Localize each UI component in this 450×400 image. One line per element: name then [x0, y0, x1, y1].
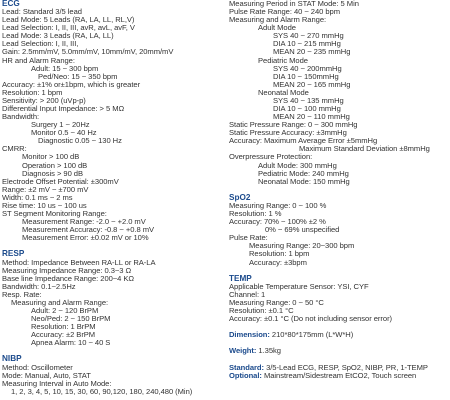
spec-line: Measuring Interval in Auto Mode:: [2, 378, 112, 388]
spec-line: Lead: Standard 3/5 lead: [2, 7, 82, 17]
right-column: [229, 0, 449, 380]
spec-line: Apnea Alarm: 10 ~ 40 S: [31, 338, 111, 348]
spec-line: Measuring Range: 20~300 bpm: [249, 241, 355, 251]
spec-line: Applicable Temperature Sensor: YSI, CYF: [229, 281, 369, 291]
temp-spec-list: [229, 283, 449, 323]
spec-line: Accuracy: Maximum Average Error ±5mmHg: [229, 136, 378, 146]
weight-value: 1.35kg: [258, 346, 281, 356]
spec-line: SYS 40 ~ 135 mmHg: [273, 95, 344, 105]
spec-line: Maximum Standard Deviation ±8mmHg: [299, 144, 430, 154]
spec-line: Neo/Ped: 2 ~ 150 BrPM: [31, 314, 111, 324]
spec-line: Differential Input Impedance: > 5 MΩ: [2, 104, 125, 114]
spec-line: Measuring Impedance Range: 0.3~3 Ω: [2, 265, 132, 275]
spec-line: ST Segment Monitoring Range:: [2, 209, 107, 219]
spec-line: MEAN 20 ~ 235 mmHg: [273, 47, 351, 57]
spec-line: Lead Selection: I, II, III,: [2, 39, 79, 49]
dimension-label: Dimension:: [229, 330, 270, 340]
spec-line: DIA 10 ~ 100 mmHg: [273, 104, 341, 114]
nibp-heading: NIBP: [2, 354, 22, 364]
spec-line: Resolution: 1 bpm: [2, 87, 63, 97]
standard-value: 3/5-Lead ECG, RESP, SpO2, NIBP, PR, 1-TEMP: [266, 362, 428, 372]
spec-line: Method: Impedance Between RA-LL or RA-LA: [2, 257, 156, 267]
spec-line: Neonatal Mode: [258, 87, 309, 97]
spec-line: Gain: 2.5mm/mV, 5.0mm/mV, 10mm/mV, 20mm/mV: [2, 47, 174, 57]
spec-line: Monitor > 100 dB: [22, 152, 80, 162]
spec-line: Adult: 15 ~ 300 bpm: [31, 63, 99, 73]
spec-line: Base line Impedance Range: 200~4 KΩ: [2, 273, 135, 283]
dimension-value: 210*80*175mm (L*W*H): [271, 330, 354, 340]
spec-line: HR and Alarm Range:: [2, 55, 75, 65]
spec-line: Resp. Rate:: [2, 289, 42, 299]
weight-row: [229, 347, 449, 355]
temp-heading: TEMP: [229, 273, 252, 283]
spec-line: Pediatric Mode: 240 mmHg: [258, 168, 349, 178]
optional-value: Mainstream/Sidestream EtCO2, Touch screen: [263, 370, 417, 380]
spec-line: Ped/Neo: 15 ~ 350 bpm: [38, 71, 118, 81]
spec-line: Channel: 1: [229, 289, 266, 299]
spec-line: Lead Mode: 5 Leads (RA, LA, LL, RL,V): [2, 15, 135, 25]
resp-heading: RESP: [2, 249, 25, 259]
spec-line: 0% ~ 69% unspecified: [265, 225, 340, 235]
spec-line: Adult Mode: [258, 23, 296, 33]
spec-line: Method: Oscillometer: [2, 362, 73, 372]
spo2-heading: SpO2: [229, 192, 251, 202]
spec-line: SYS 40 ~ 200mmHg: [273, 63, 342, 73]
spec-line: Diagnosis > 90 dB: [22, 168, 83, 178]
spec-line: Surgery 1 ~ 20Hz: [31, 120, 90, 130]
ecg-spec-list: [2, 8, 226, 242]
spec-line: DIA 10 ~ 150mmHg: [273, 71, 339, 81]
spec-line: Operation > 100 dB: [22, 160, 88, 170]
spec-line: Static Pressure Accuracy: ±3mmHg: [229, 128, 347, 138]
spec-line: Resolution: 1 bpm: [249, 249, 310, 259]
spec-line: Lead Selection: I, II, III, avR, avL, avF, V: [2, 23, 135, 33]
spec-line: Adult Mode: 300 mmHg: [258, 160, 337, 170]
spec-line: Adult: 2 ~ 120 BrPM: [31, 305, 99, 315]
spec-line: Measuring Range: 0 ~ 100 %: [229, 200, 327, 210]
spec-line: Width: 0.1 ms ~ 2 ms: [2, 192, 73, 202]
spec-line: Resolution: 1 %: [229, 209, 282, 219]
spec-line: Pediatric Mode: [258, 55, 308, 65]
spec-line: Rise time: 10 us ~ 100 us: [2, 200, 87, 210]
spec-line: SYS 40 ~ 270 mmHg: [273, 31, 344, 41]
spo2-spec-list: [229, 202, 449, 267]
spec-line: Measuring and Alarm Range:: [229, 15, 327, 25]
left-column: [2, 0, 226, 396]
spec-line: MEAN 20 ~ 110 mmHg: [273, 112, 350, 122]
spec-line: Bandwidth: 0.1~2.5Hz: [2, 281, 76, 291]
spec-line: Measurement Error: ±0.02 mV or 10%: [22, 233, 149, 243]
spec-line: Mode: Manual, Auto, STAT: [2, 370, 91, 380]
spec-line: DIA 10 ~ 215 mmHg: [273, 39, 341, 49]
spec-line: Pulse Rate:: [229, 233, 268, 243]
spec-line: Resolution: 1 BrPM: [31, 322, 96, 332]
ecg-heading: ECG: [2, 0, 20, 8]
spec-line: Measurement Accuracy: -0.8 ~ +0.8 mV: [22, 225, 154, 235]
standard-label: Standard:: [229, 362, 264, 372]
nibp-continued-spec-list: [229, 0, 449, 186]
spec-line: Accuracy: ±3bpm: [249, 257, 307, 267]
spec-line: Accuracy: ±2 BrPM: [31, 330, 96, 340]
spec-line: Bandwidth:: [2, 112, 40, 122]
spec-line: MEAN 20 ~ 165 mmHg: [273, 79, 351, 89]
spec-line: Accuracy: ±1% or±1bpm, which is greater: [2, 79, 141, 89]
spec-line: Neonatal Mode: 150 mmHg: [258, 176, 350, 186]
spec-line: Sensitivity: > 200 (uVp-p): [2, 95, 86, 105]
spec-line: Electrode Offset Potential: ±300mV: [2, 176, 119, 186]
spec-line: Measuring Period in STAT Mode: 5 Min: [229, 0, 359, 8]
spec-line: Static Pressure Range: 0 ~ 300 mmHg: [229, 120, 358, 130]
spec-line: Diagnostic 0.05 ~ 130 Hz: [38, 136, 122, 146]
weight-label: Weight:: [229, 346, 257, 356]
spec-line: Overpressure Protection:: [229, 152, 313, 162]
spec-line: Measurement Range: -2.0 ~ +2.0 mV: [22, 217, 146, 227]
spec-line: CMRR:: [2, 144, 27, 154]
resp-spec-list: [2, 259, 226, 348]
spec-line: Measuring Range: 0 ~ 50 °C: [229, 297, 324, 307]
dimension-row: [229, 331, 449, 339]
spec-line: Lead Mode: 3 Leads (RA, LA, LL): [2, 31, 114, 41]
spec-line: Measuring and Alarm Range:: [11, 297, 109, 307]
spec-line: Accuracy: 70% ~ 100% ±2 %: [229, 217, 326, 227]
spec-line: Range: ±2 mV ~ ±700 mV: [2, 184, 89, 194]
spec-line: Pulse Rate Range: 40 ~ 240 bpm: [229, 7, 341, 17]
spec-line: 1, 2, 3, 4, 5, 10, 15, 30, 60, 90,120, 180, 240,480 (Min): [11, 386, 193, 396]
optional-row: [229, 372, 449, 380]
spec-line: Accuracy: ±0.1 °C (Do not including sensor error): [229, 314, 393, 324]
spec-line: Resolution: ±0.1 °C: [229, 305, 294, 315]
spec-line: Monitor 0.5 ~ 40 Hz: [31, 128, 97, 138]
optional-label: Optional:: [229, 370, 262, 380]
nibp-spec-list: [2, 364, 226, 396]
